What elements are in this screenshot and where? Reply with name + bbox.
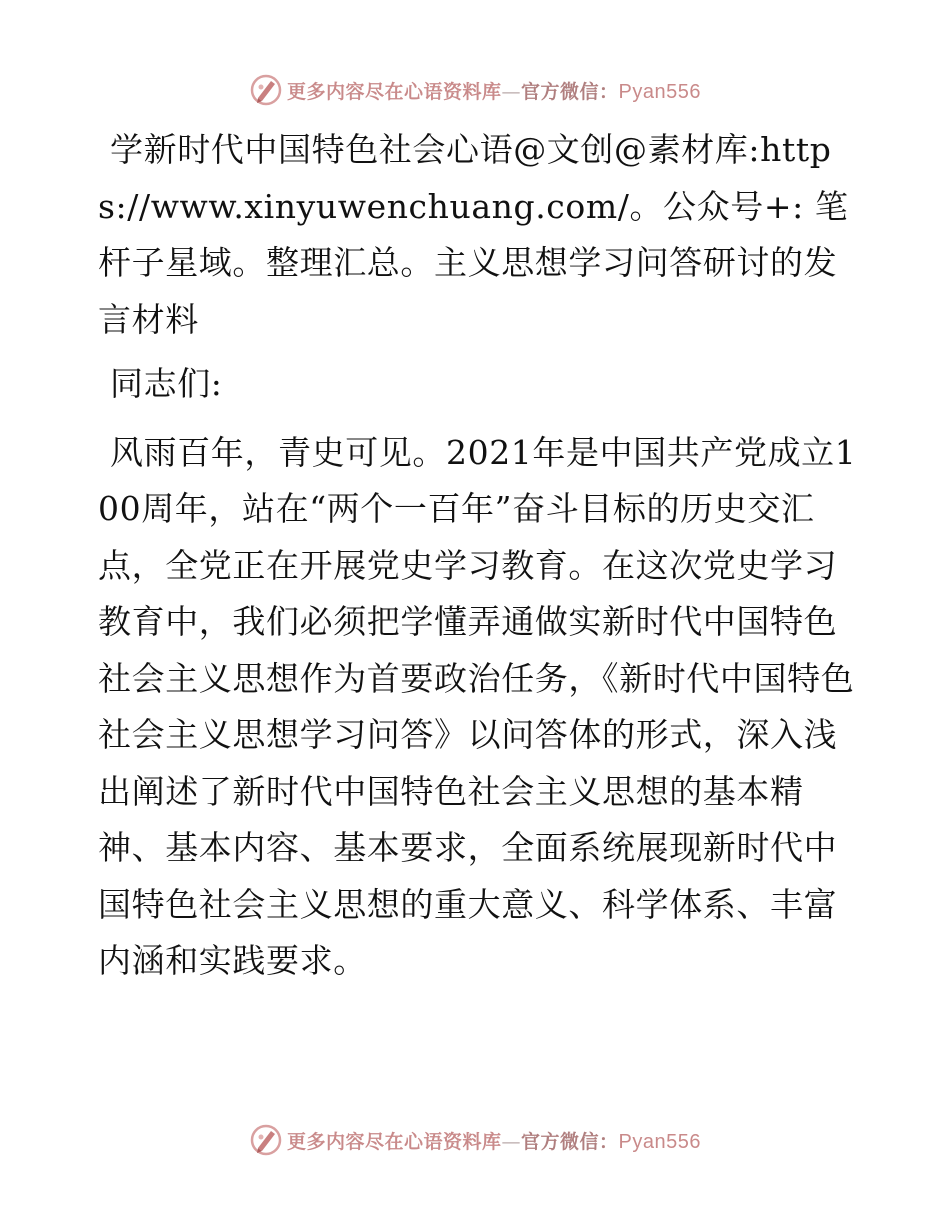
red-pen-logo-icon bbox=[249, 73, 283, 107]
document-body bbox=[98, 122, 858, 990]
watermark-text: 更多内容尽在心语资料库—官方微信：Pyan556 bbox=[287, 80, 701, 103]
salutation: 同志们: bbox=[110, 364, 223, 403]
red-pen-logo-icon bbox=[249, 1123, 283, 1157]
document-heading: 学新时代中国特色社会心语@文创@素材库:https://www.xinyuwenchuang.com/。公众号+: 笔杆子星域。整理汇总。主义思想学习问答研讨的发言材料 bbox=[98, 130, 849, 339]
body-paragraph: 风雨百年，青史可见。2021年是中国共产党成立100周年，站在“两个一百年”奋斗目标的历史交汇点，全党正在开展党史学习教育。在这次党史学习教育中，我们必须把学懂弄通做实新时代中国特色社会主义思想作为首要政治任务，《新时代中国特色社会主义思想学习问答》以问答体的形式，深入浅出阐述了新时代中国特色社会主义思想的基本精神、基本内容、基本要求，全面系统展现新时代中国特色社会主义思想的重大意义、科学体系、丰富内涵和实践要求。 bbox=[98, 432, 857, 980]
footer-watermark bbox=[0, 1120, 950, 1160]
header-watermark bbox=[0, 70, 950, 110]
watermark-text: 更多内容尽在心语资料库—官方微信：Pyan556 bbox=[287, 1130, 701, 1153]
